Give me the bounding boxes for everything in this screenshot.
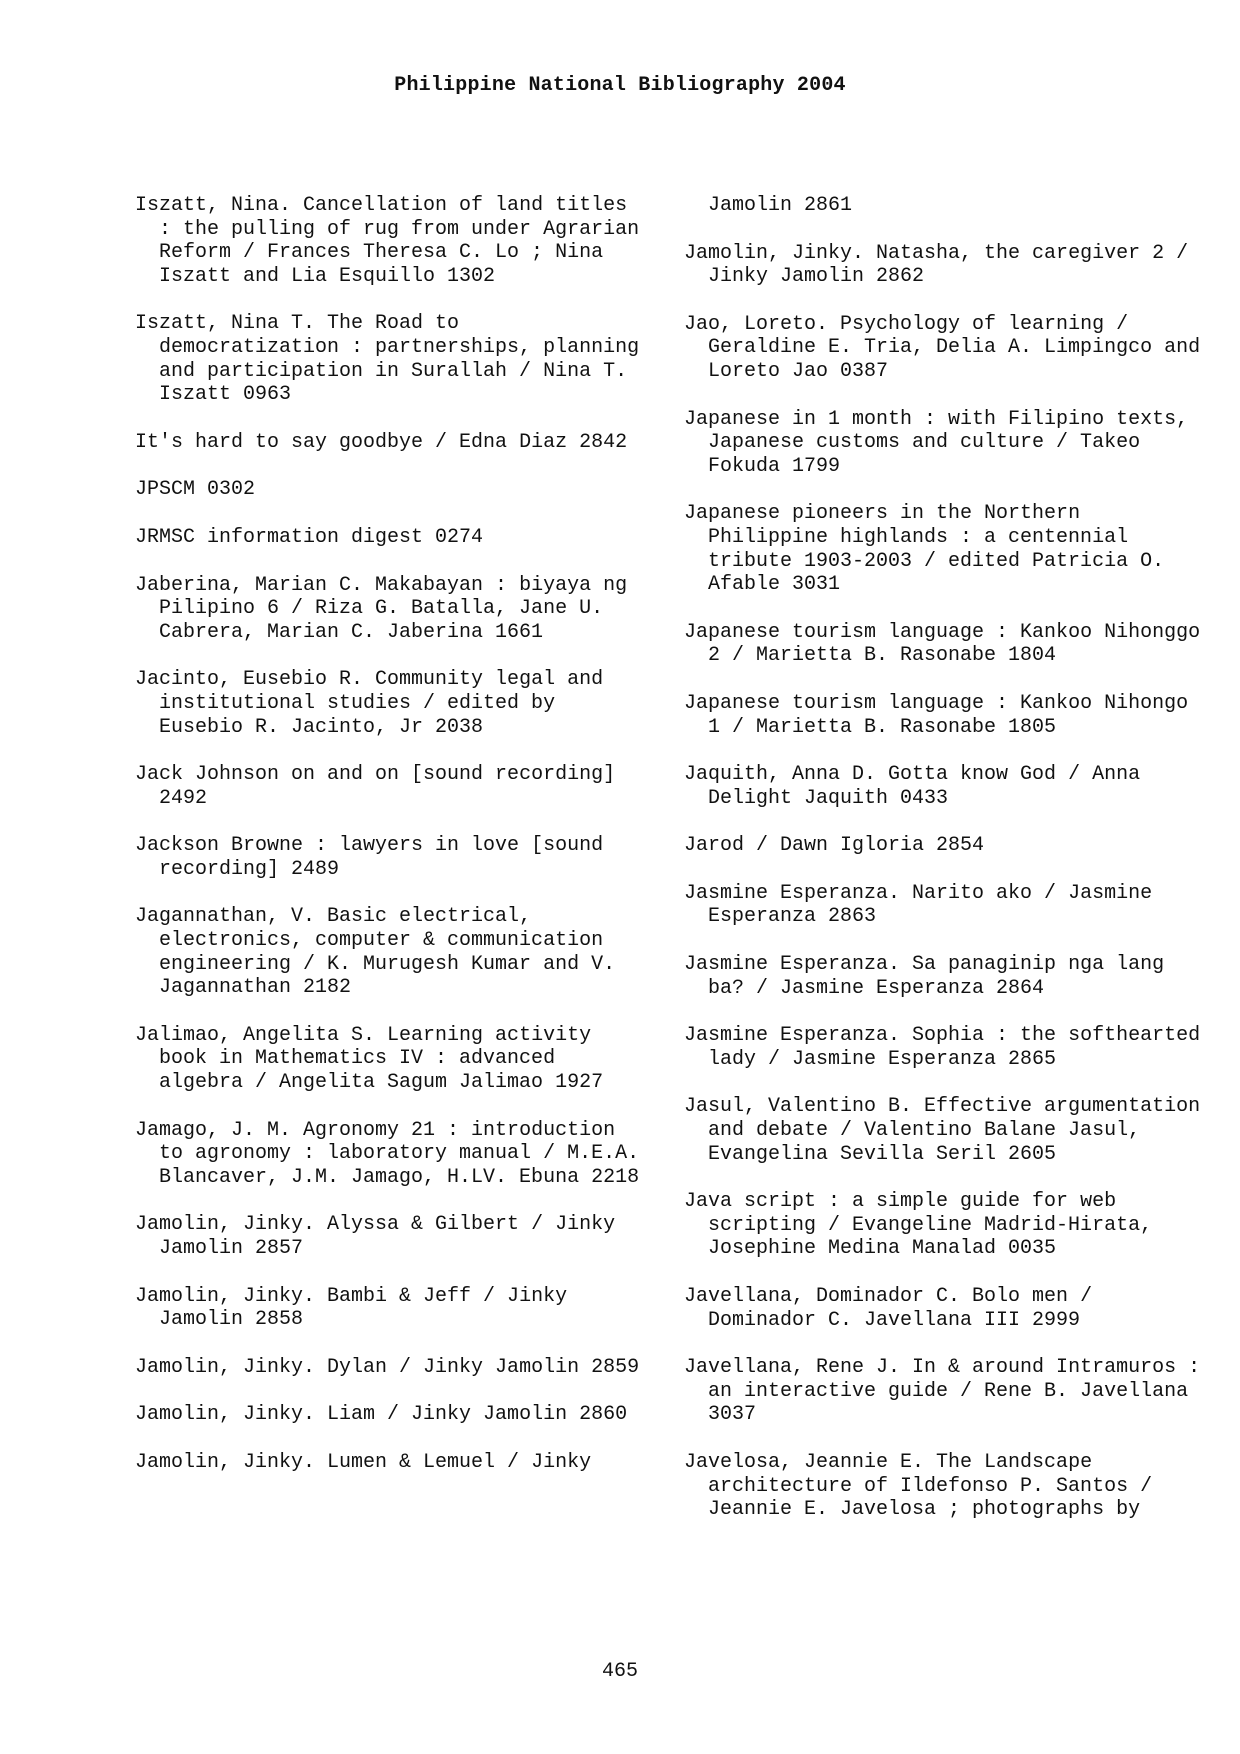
bibliography-entry: Jamago, J. M. Agronomy 21 : introduction to agronomy : laboratory manual / M.E.A. Blancaver, J.M. Jamago, H.LV. Ebuna 2218 [135,1118,640,1189]
bibliography-entry: Jackson Browne : lawyers in love [sound recording] 2489 [135,834,604,881]
bibliography-entry: Jamolin, Jinky. Dylan / Jinky Jamolin 2859 [135,1355,640,1379]
bibliography-entry: Jamolin, Jinky. Natasha, the caregiver 2 / Jinky Jamolin 2862 [684,241,1189,289]
bibliography-entry: Jack Johnson on and on [sound recording] 2492 [135,763,616,810]
page-number: 465 [601,1660,638,1683]
bibliography-entry: Jarod / Dawn Igloria 2854 [684,834,985,858]
bibliography-entry: Jasmine Esperanza. Narito ako / Jasmine Esperanza 2863 [684,881,1153,929]
bibliography-entry: Jaberina, Marian C. Makabayan : biyaya ng Pilipino 6 / Riza G. Batalla, Jane U. Cabrera, Marian C. Jaberina 1661 [135,573,628,644]
bibliography-entry: Javellana, Rene J. In & around Intramuros : an interactive guide / Rene B. Javellana 3037 [684,1356,1201,1427]
bibliography-entry: It's hard to say goodbye / Edna Diaz 2842 [135,430,628,454]
bibliography-entry: Japanese tourism language : Kankoo Nihonggo 2 / Marietta B. Rasonabe 1804 [684,620,1201,668]
right-column [684,194,1204,1546]
bibliography-entry: Jasul, Valentino B. Effective argumentation and debate / Valentino Balane Jasul, Evangelina Sevilla Seril 2605 [684,1095,1201,1166]
bibliography-entry: Jasmine Esperanza. Sophia : the softhearted lady / Jasmine Esperanza 2865 [684,1024,1201,1071]
bibliography-entry: Jamolin, Jinky. Lumen & Lemuel / Jinky [135,1450,592,1474]
bibliography-entry-continued: Jamolin 2861 [708,194,853,217]
bibliography-entry: Jaquith, Anna D. Gotta know God / Anna Delight Jaquith 0433 [684,763,1141,810]
bibliography-entry: JRMSC information digest 0274 [135,525,484,549]
page-title: Philippine National Bibliography 2004 [394,74,846,97]
bibliography-entry: Javellana, Dominador C. Bolo men / Dominador C. Javellana III 2999 [684,1285,1093,1332]
bibliography-entry: Jacinto, Eusebio R. Community legal and institutional studies / edited by Eusebio R. Jacinto, Jr 2038 [135,668,604,739]
bibliography-entry: Iszatt, Nina T. The Road to democratization : partnerships, planning and participation in Surallah / Nina T. Iszatt 0963 [135,312,640,407]
bibliography-entry: Jamolin, Jinky. Bambi & Jeff / Jinky Jamolin 2858 [135,1284,568,1332]
bibliography-entry: Jao, Loreto. Psychology of learning / Geraldine E. Tria, Delia A. Limpingco and Loreto Jao 0387 [684,312,1201,383]
bibliography-entry: Japanese in 1 month : with Filipino texts, Japanese customs and culture / Takeo Fokuda 1799 [684,407,1189,478]
bibliography-entry: JPSCM 0302 [135,478,256,502]
bibliography-entry: Japanese pioneers in the Northern Philippine highlands : a centennial tribute 1903-2003 / edited Patricia O. Afable 3031 [684,502,1165,597]
left-column [135,194,645,1499]
bibliography-entry: Japanese tourism language : Kankoo Nihongo 1 / Marietta B. Rasonabe 1805 [684,691,1189,739]
bibliography-entry: Java script : a simple guide for web scripting / Evangeline Madrid-Hirata, Josephine Medina Manalad 0035 [684,1190,1153,1261]
bibliography-entry: Iszatt, Nina. Cancellation of land titles : the pulling of rug from under Agrarian Reform / Frances Theresa C. Lo ; Nina Iszatt and Lia Esquillo 1302 [135,194,640,288]
bibliography-entry: Jagannathan, V. Basic electrical, electronics, computer & communication engineering / K. Murugesh Kumar and V. Jagannathan 2182 [135,905,616,1000]
bibliography-entry: Javelosa, Jeannie E. The Landscape architecture of Ildefonso P. Santos / Jeannie E. Javelosa ; photographs by [684,1450,1153,1522]
bibliography-entry: Jasmine Esperanza. Sa panaginip nga lang ba? / Jasmine Esperanza 2864 [684,953,1165,1000]
bibliography-entry: Jamolin, Jinky. Alyssa & Gilbert / Jinky Jamolin 2857 [135,1213,616,1260]
bibliography-entry: Jamolin, Jinky. Liam / Jinky Jamolin 2860 [135,1403,628,1427]
bibliography-entry: Jalimao, Angelita S. Learning activity book in Mathematics IV : advanced algebra / Angelita Sagum Jalimao 1927 [135,1023,604,1095]
